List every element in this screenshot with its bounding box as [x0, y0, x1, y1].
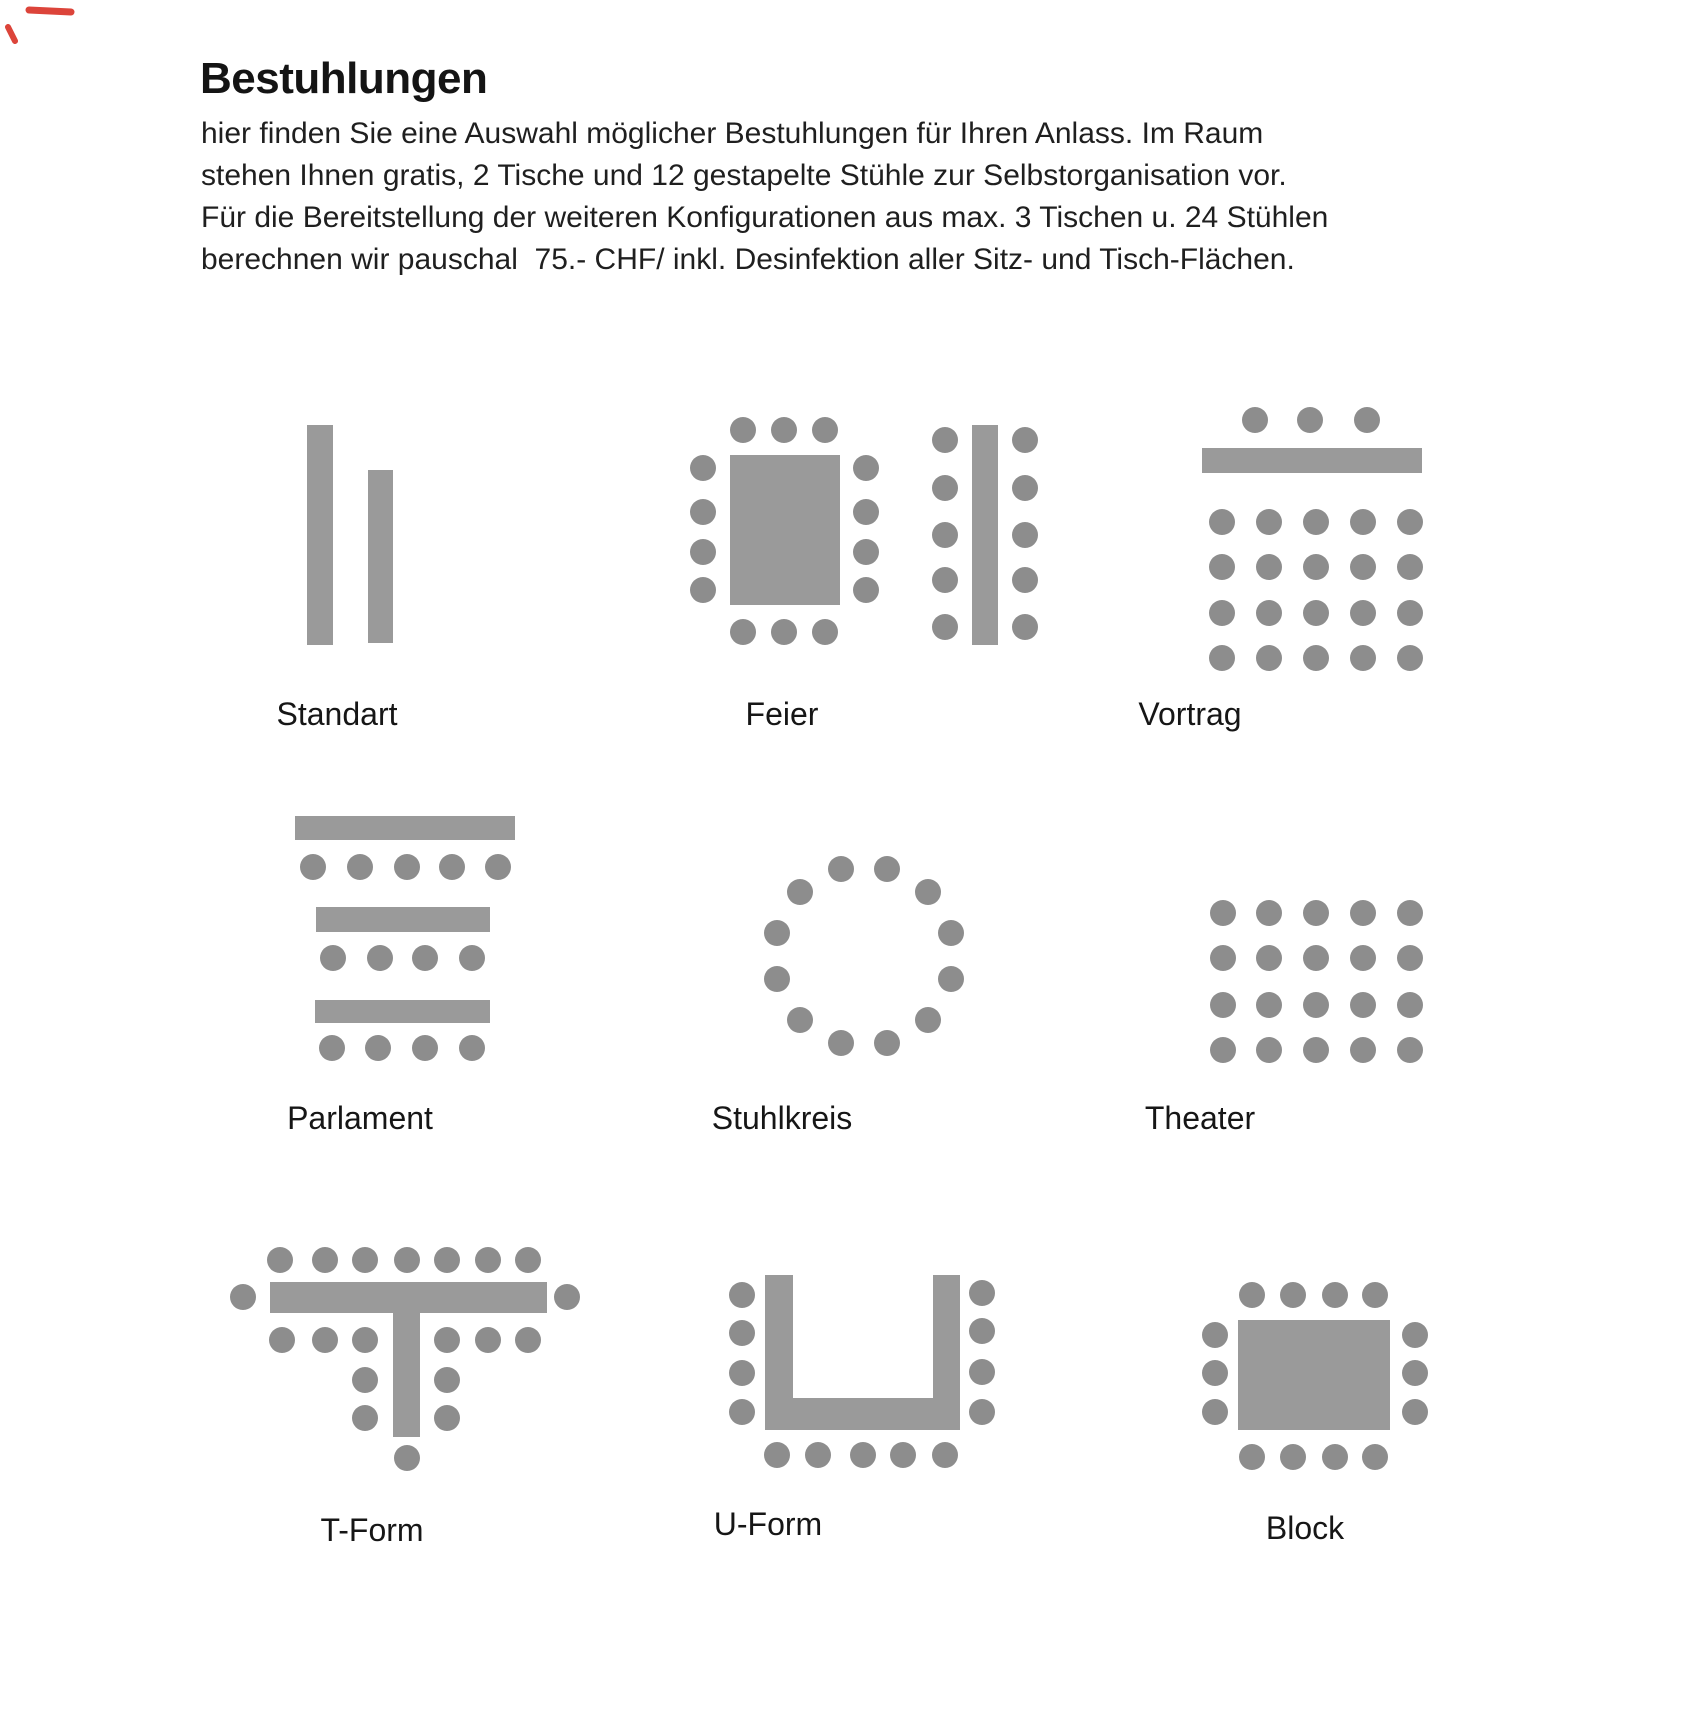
chair-dot	[1202, 1322, 1228, 1348]
diagram-theater	[1210, 900, 1423, 1063]
chair-dot	[764, 920, 790, 946]
chair-dot	[1256, 554, 1282, 580]
red-pen-mark	[8, 27, 15, 41]
chair-dot	[812, 619, 838, 645]
chair-dot	[1303, 509, 1329, 535]
chair-dot	[1322, 1444, 1348, 1470]
chair-dot	[1239, 1282, 1265, 1308]
table-rect	[307, 425, 333, 645]
diagram-label-vortrag: Vortrag	[1138, 696, 1242, 732]
diagram-label-standart: Standart	[276, 696, 398, 732]
chair-dot	[1397, 900, 1423, 926]
chair-dot	[890, 1442, 916, 1468]
chair-dot	[690, 499, 716, 525]
table-rect	[315, 1000, 490, 1023]
diagram-label-theater: Theater	[1144, 1100, 1256, 1136]
chair-dot	[1209, 600, 1235, 626]
chair-dot	[915, 1007, 941, 1033]
chair-dot	[969, 1318, 995, 1344]
chair-dot	[352, 1367, 378, 1393]
chair-dot	[319, 1035, 345, 1061]
chair-dot	[230, 1284, 256, 1310]
table-rect	[368, 470, 393, 643]
chair-dot	[1354, 407, 1380, 433]
chair-dot	[1350, 600, 1376, 626]
chair-dot	[1256, 509, 1282, 535]
chair-dot	[1012, 427, 1038, 453]
chair-dot	[853, 455, 879, 481]
chair-dot	[394, 1445, 420, 1471]
diagram-label-parlament: Parlament	[287, 1100, 433, 1136]
chair-dot	[729, 1399, 755, 1425]
chair-dot	[969, 1280, 995, 1306]
chair-dot	[1362, 1444, 1388, 1470]
diagram-label-stuhlkreis: Stuhlkreis	[711, 1100, 853, 1136]
chair-dot	[729, 1282, 755, 1308]
chair-dot	[828, 1030, 854, 1056]
chair-dot	[1012, 567, 1038, 593]
chair-dot	[267, 1247, 293, 1273]
chair-dot	[1350, 509, 1376, 535]
diagram-block	[1202, 1282, 1428, 1470]
chair-dot	[932, 1442, 958, 1468]
chair-dot	[434, 1247, 460, 1273]
chair-dot	[1012, 614, 1038, 640]
chair-dot	[932, 475, 958, 501]
chair-dot	[690, 455, 716, 481]
intro-line-1: hier finden Sie eine Auswahl möglicher Bestuhlungen für Ihren Anlass. Im Raum	[201, 117, 1264, 150]
chair-dot	[1256, 945, 1282, 971]
red-pen-mark	[29, 10, 71, 12]
diagram-vortrag	[1202, 407, 1423, 671]
chair-dot	[730, 417, 756, 443]
chair-dot	[874, 1030, 900, 1056]
chair-dot	[1209, 509, 1235, 535]
chair-dot	[729, 1320, 755, 1346]
chair-dot	[475, 1327, 501, 1353]
table-rect	[1238, 1320, 1390, 1430]
table-rect	[295, 816, 515, 840]
table-rect	[972, 425, 998, 645]
chair-dot	[969, 1359, 995, 1385]
chair-dot	[1402, 1399, 1428, 1425]
chair-dot	[1397, 554, 1423, 580]
chair-dot	[459, 1035, 485, 1061]
chair-dot	[367, 945, 393, 971]
chair-dot	[1303, 1037, 1329, 1063]
chair-dot	[1397, 600, 1423, 626]
table-rect	[393, 1313, 420, 1437]
chair-dot	[1280, 1444, 1306, 1470]
chair-dot	[269, 1327, 295, 1353]
table-rect	[316, 907, 490, 932]
chair-dot	[938, 920, 964, 946]
diagram-standart	[307, 425, 393, 645]
chair-dot	[805, 1442, 831, 1468]
chair-dot	[1012, 522, 1038, 548]
diagram-u-form	[729, 1275, 995, 1468]
diagram-parlament	[295, 816, 515, 1061]
chair-dot	[771, 417, 797, 443]
intro-paragraph	[201, 113, 1328, 281]
chair-dot	[1210, 945, 1236, 971]
chair-dot	[1362, 1282, 1388, 1308]
chair-dot	[1202, 1360, 1228, 1386]
chair-dot	[932, 427, 958, 453]
intro-line-3: Für die Bereitstellung der weiteren Konfigurationen aus max. 3 Tischen u. 24 Stühlen	[201, 201, 1329, 234]
chair-dot	[1297, 407, 1323, 433]
chair-dot	[1256, 992, 1282, 1018]
chair-dot	[1280, 1282, 1306, 1308]
diagram-label-feier: Feier	[745, 696, 819, 732]
chair-dot	[1303, 900, 1329, 926]
chair-dot	[771, 619, 797, 645]
chair-dot	[1350, 645, 1376, 671]
chair-dot	[915, 879, 941, 905]
chair-dot	[1210, 992, 1236, 1018]
chair-dot	[787, 879, 813, 905]
chair-dot	[1350, 554, 1376, 580]
chair-dot	[1209, 645, 1235, 671]
table-rect	[730, 455, 840, 605]
chair-dot	[1402, 1322, 1428, 1348]
chair-dot	[485, 854, 511, 880]
chair-dot	[1256, 1037, 1282, 1063]
chair-dot	[874, 856, 900, 882]
chair-dot	[394, 854, 420, 880]
chair-dot	[434, 1405, 460, 1431]
chair-dot	[515, 1327, 541, 1353]
intro-line-2: stehen Ihnen gratis, 2 Tische und 12 gestapelte Stühle zur Selbstorganisation vor.	[201, 159, 1287, 192]
chair-dot	[439, 854, 465, 880]
chair-dot	[690, 539, 716, 565]
chair-dot	[1202, 1399, 1228, 1425]
chair-dot	[1210, 900, 1236, 926]
chair-dot	[1256, 600, 1282, 626]
chair-dot	[1350, 945, 1376, 971]
chair-dot	[853, 577, 879, 603]
chair-dot	[1350, 1037, 1376, 1063]
chair-dot	[850, 1442, 876, 1468]
chair-dot	[1256, 645, 1282, 671]
chair-dot	[932, 522, 958, 548]
chair-dot	[1210, 1037, 1236, 1063]
chair-dot	[1303, 600, 1329, 626]
table-rect	[1202, 448, 1422, 473]
chair-dot	[932, 614, 958, 640]
chair-dot	[1402, 1360, 1428, 1386]
chair-dot	[730, 619, 756, 645]
chair-dot	[1397, 992, 1423, 1018]
chair-dot	[729, 1360, 755, 1386]
chair-dot	[320, 945, 346, 971]
chair-dot	[853, 539, 879, 565]
chair-dot	[352, 1405, 378, 1431]
chair-dot	[1303, 645, 1329, 671]
chair-dot	[932, 567, 958, 593]
chair-dot	[475, 1247, 501, 1273]
chair-dot	[352, 1327, 378, 1353]
diagram-label-u-form: U-Form	[713, 1506, 823, 1542]
diagram-feier	[690, 417, 1038, 645]
chair-dot	[690, 577, 716, 603]
chair-dot	[1303, 945, 1329, 971]
chair-dot	[1242, 407, 1268, 433]
chair-dot	[1239, 1444, 1265, 1470]
chair-dot	[1397, 1037, 1423, 1063]
table-rect	[765, 1398, 960, 1430]
chair-dot	[1350, 992, 1376, 1018]
chair-dot	[347, 854, 373, 880]
chair-dot	[434, 1327, 460, 1353]
chair-dot	[434, 1367, 460, 1393]
page-title: Bestuhlungen	[200, 54, 488, 103]
chair-dot	[515, 1247, 541, 1273]
chair-dot	[394, 1247, 420, 1273]
chair-dot	[969, 1399, 995, 1425]
chair-dot	[938, 966, 964, 992]
diagram-stuhlkreis	[764, 856, 964, 1056]
chair-dot	[828, 856, 854, 882]
chair-dot	[554, 1284, 580, 1310]
chair-dot	[1012, 475, 1038, 501]
chair-dot	[1303, 554, 1329, 580]
chair-dot	[412, 945, 438, 971]
chair-dot	[1397, 945, 1423, 971]
chair-dot	[1256, 900, 1282, 926]
chair-dot	[300, 854, 326, 880]
chair-dot	[1397, 509, 1423, 535]
chair-dot	[412, 1035, 438, 1061]
intro-line-4: berechnen wir pauschal 75.- CHF/ inkl. Desinfektion aller Sitz- und Tisch-Flächen.	[201, 243, 1295, 276]
table-rect	[270, 1282, 547, 1313]
chair-dot	[1209, 554, 1235, 580]
diagram-label-block: Block	[1265, 1510, 1345, 1546]
chair-dot	[787, 1007, 813, 1033]
diagram-label-t-form: T-Form	[320, 1512, 424, 1548]
chair-dot	[352, 1247, 378, 1273]
chair-dot	[312, 1247, 338, 1273]
chair-dot	[312, 1327, 338, 1353]
chair-dot	[853, 499, 879, 525]
chair-dot	[1350, 900, 1376, 926]
chair-dot	[764, 1442, 790, 1468]
diagram-t-form	[230, 1247, 580, 1471]
chair-dot	[365, 1035, 391, 1061]
chair-dot	[1303, 992, 1329, 1018]
chair-dot	[764, 966, 790, 992]
chair-dot	[1397, 645, 1423, 671]
chair-dot	[1322, 1282, 1348, 1308]
chair-dot	[812, 417, 838, 443]
chair-dot	[459, 945, 485, 971]
